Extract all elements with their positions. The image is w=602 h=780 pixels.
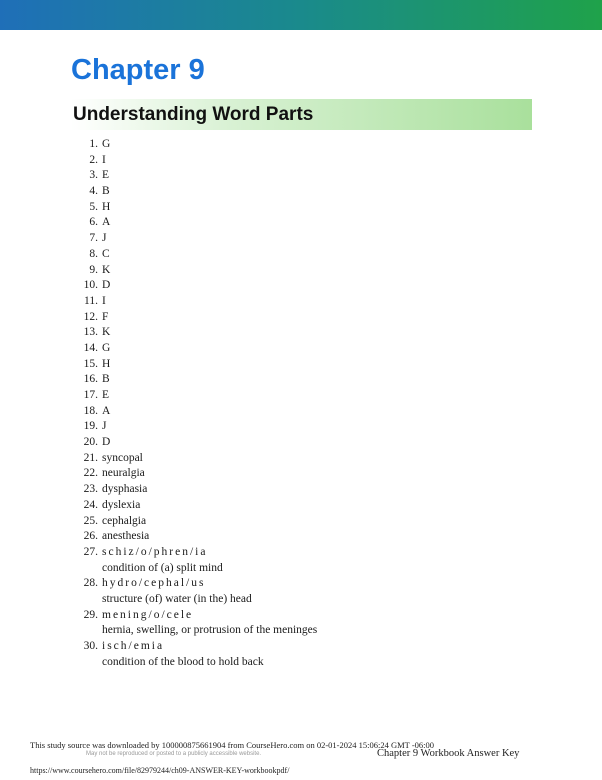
answer-number: 30. <box>83 640 98 652</box>
answer-word-parts: mening/o/cele <box>102 608 194 621</box>
answer-number: 23. <box>83 483 98 496</box>
answer-number: 28. <box>83 577 98 590</box>
answer-number: 16. <box>83 373 98 386</box>
answer-number: 10. <box>83 279 98 292</box>
answer-number: 29. <box>83 608 98 621</box>
answer-text: A <box>102 404 111 417</box>
answer-text: H <box>102 200 111 213</box>
answer-definition: hernia, swelling, or protrusion of the meninges <box>102 624 318 637</box>
answer-number: 26. <box>83 530 98 543</box>
answer-text: E <box>102 389 110 401</box>
answer-word-parts: isch/emia <box>102 640 165 652</box>
source-url: https://www.coursehero.com/file/82979244/ch09-ANSWER-KEY-workbookpdf/ <box>30 766 290 775</box>
answer-number: 13. <box>83 326 98 339</box>
download-notice: This study source was downloaded by 100000875661904 from CourseHero.com on 02-01-2024 15:06:24 GMT -06:00 <box>30 740 435 750</box>
chapter-title: Chapter 9 <box>71 54 205 86</box>
answer-number: 24. <box>83 498 98 511</box>
answer-number: 1. <box>89 138 98 150</box>
answer-number: 3. <box>89 169 98 182</box>
answer-number: 22. <box>83 467 98 480</box>
section-title: Understanding Word Parts <box>73 104 314 125</box>
answer-number: 9. <box>89 263 98 276</box>
answer-text: K <box>102 263 111 276</box>
answer-number: 5. <box>89 200 98 213</box>
header-color-bar <box>0 0 602 30</box>
answer-definition: structure (of) water (in the) head <box>102 592 252 605</box>
answer-text: H <box>102 357 111 370</box>
answer-text: J <box>102 420 107 433</box>
answer-text: K <box>102 326 111 339</box>
answer-text: C <box>102 247 110 260</box>
answer-text: G <box>102 341 111 354</box>
answer-number: 27. <box>83 545 98 558</box>
answer-number: 12. <box>83 310 98 323</box>
answer-number: 2. <box>89 153 98 166</box>
answer-text: B <box>102 373 110 386</box>
answer-text: dysphasia <box>102 483 148 496</box>
answer-number: 7. <box>89 232 98 245</box>
answer-number: 17. <box>83 389 98 401</box>
answer-text: G <box>102 138 111 150</box>
answer-text: F <box>102 310 109 323</box>
answer-text: dyslexia <box>102 498 141 511</box>
answer-text: J <box>102 232 107 245</box>
answer-text: I <box>102 294 106 307</box>
answer-text: anesthesia <box>102 530 150 543</box>
answer-number: 8. <box>89 247 98 260</box>
answer-number: 15. <box>83 357 98 370</box>
answer-number: 14. <box>83 341 98 354</box>
answer-definition: condition of the blood to hold back <box>102 655 264 668</box>
answer-text: syncopal <box>102 451 143 464</box>
answer-word-parts: hydro/cephal/us <box>102 577 206 590</box>
answer-word-parts: schiz/o/phren/ia <box>102 545 208 558</box>
page-footer: Chapter 9 Workbook Answer Key <box>377 748 520 759</box>
answer-text: cephalgia <box>102 514 147 527</box>
answer-definition: condition of (a) split mind <box>102 561 223 574</box>
answer-number: 20. <box>83 436 98 449</box>
answer-text: E <box>102 169 110 182</box>
answer-number: 6. <box>89 216 98 229</box>
answer-text: neuralgia <box>102 467 145 480</box>
reproduction-disclaimer: May not be reproduced or posted to a publicly accessible website. <box>86 751 262 757</box>
answer-number: 4. <box>89 185 98 198</box>
answer-text: A <box>102 216 111 229</box>
answer-text: B <box>102 185 110 198</box>
answer-number: 25. <box>83 514 98 527</box>
answer-number: 11. <box>84 294 98 307</box>
answer-text: D <box>102 279 111 292</box>
answer-number: 21. <box>83 451 98 464</box>
answer-number: 19. <box>83 420 98 433</box>
answer-text: I <box>102 153 106 166</box>
answer-number: 18. <box>83 404 98 417</box>
answer-text: D <box>102 436 111 449</box>
